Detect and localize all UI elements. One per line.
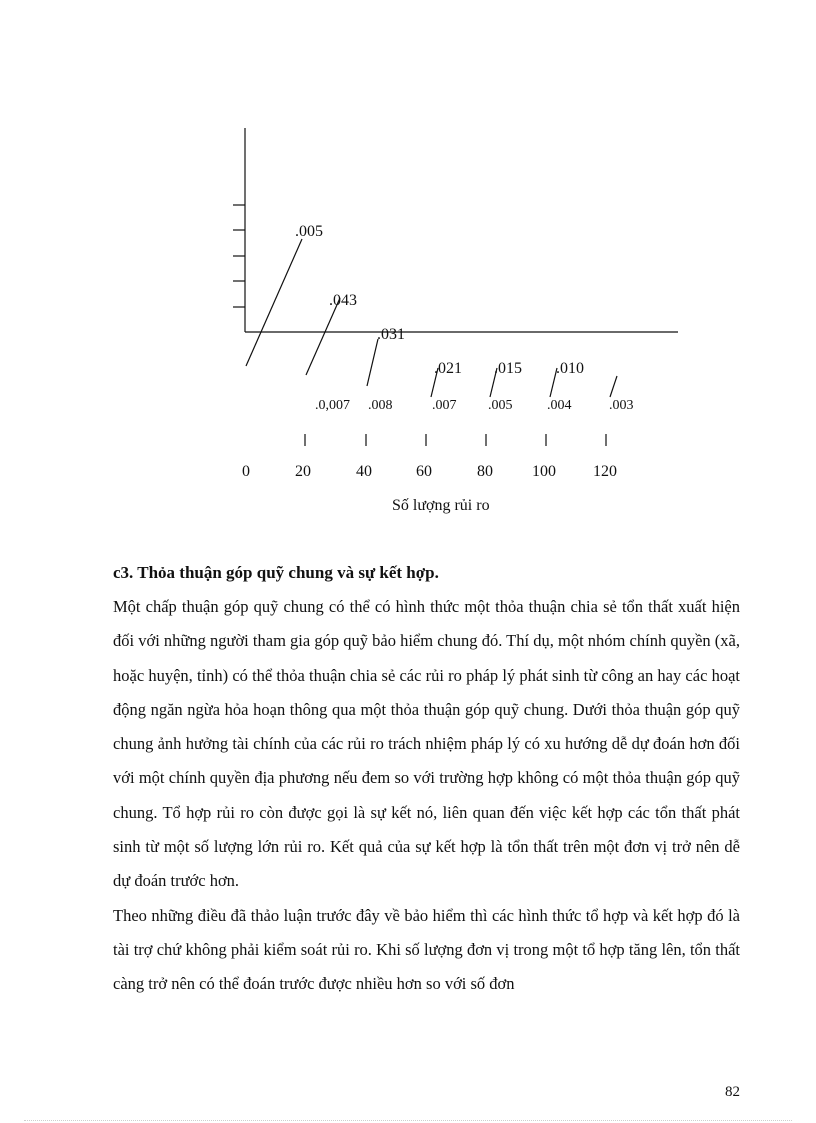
upper-value-label: .005: [295, 223, 323, 240]
range-line: [367, 339, 378, 386]
paragraph: Một chấp thuận góp quỹ chung có thể có hình thức một thỏa thuận chia sẻ tổn thất xuất hiện đối với những người tham gia góp quỹ bảo hiểm chung đó. Thí dụ, một nhóm chính quyền (xã, hoặc huyện, tỉnh) có thể thỏa thuận chia sẻ các rủi ro pháp lý phát sinh từ công an hay các hoạt động ngăn ngừa hỏa hoạn thông qua một thỏa thuận góp quỹ chung. Dưới thỏa thuận góp quỹ chung ảnh hưởng tài chính của các rủi ro trách nhiệm pháp lý có xu hướng dễ dự đoán hơn đối với một chính quyền địa phương nếu đem so với trường hợp không có một thỏa thuận góp quỹ chung. Tổ hợp rủi ro còn được gọi là sự kết nó, liên quan đến việc kết hợp các tổn thất phát sinh từ một số lượng lớn rủi ro. Kết quả của sự kết hợp là tổn thất trên một đơn vị trở nên dễ dự đoán trước hơn.: [113, 597, 740, 891]
x-tick-label: 40: [356, 463, 372, 480]
range-line: [246, 239, 302, 366]
upper-value-label: .021: [434, 360, 462, 377]
page-number: 82: [725, 1084, 740, 1100]
lower-value-label: .005: [488, 398, 513, 413]
range-line: [610, 376, 617, 397]
risk-pooling-figure: [0, 0, 816, 530]
lower-value-label: .007: [432, 398, 457, 413]
paragraph: Theo những điều đã thảo luận trước đây về bảo hiểm thì các hình thức tổ hợp và kết hợp đó là tài trợ chứ không phải kiểm soát rủi ro. Khi số lượng đơn vị trong một tổ hợp tăng lên, tổn thất càng trở nên có thể đoán trước được nhiều hơn so với số đơn: [113, 905, 740, 994]
range-line: [306, 298, 340, 375]
upper-value-label: .010: [556, 360, 584, 377]
lower-value-label: .008: [368, 398, 393, 413]
lower-value-label: .004: [547, 398, 572, 413]
page-bottom-rule: [24, 1120, 792, 1121]
upper-value-label: .015: [494, 360, 522, 377]
x-tick-label: 60: [416, 463, 432, 480]
x-tick-label: 0: [242, 463, 250, 480]
lower-value-label: .0,007: [315, 398, 350, 413]
lower-value-label: .003: [609, 398, 634, 413]
x-tick-label: 20: [295, 463, 311, 480]
x-tick-label: 80: [477, 463, 493, 480]
body-text: [113, 590, 740, 1002]
section-heading: c3. Thỏa thuận góp quỹ chung và sự kết hợp.: [113, 563, 439, 582]
upper-value-label: .031: [377, 326, 405, 343]
upper-value-label: .043: [329, 292, 357, 309]
x-tick-label: 100: [532, 463, 556, 480]
x-axis-label: Số lượng rủi ro: [392, 497, 490, 514]
x-tick-label: 120: [593, 463, 617, 480]
